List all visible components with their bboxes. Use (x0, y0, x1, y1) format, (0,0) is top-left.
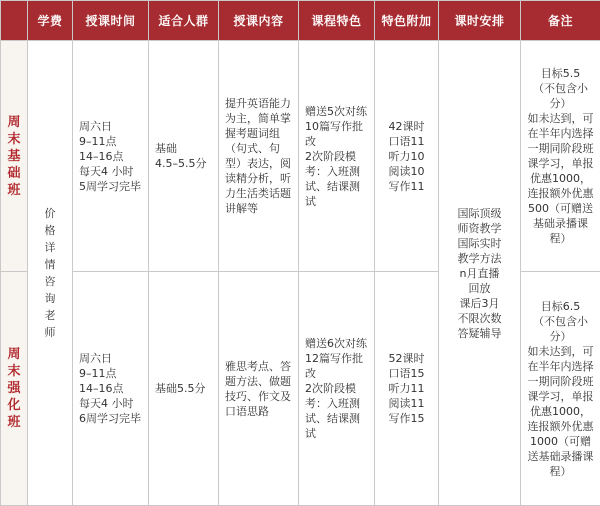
header-audience: 适合人群 (149, 1, 219, 41)
fee-cell (28, 41, 73, 506)
header-features: 课程特色 (299, 1, 375, 41)
content-advanced: 雅思考点、答题方法、做题技巧、作文及口语思路 (219, 272, 299, 506)
note-basic: 目标5.5 （不包含小分） 如未达到，可在半年内选择一期同阶段班课学习，单报优惠1000，连报额外优惠500（可赠送基础录播课程） (521, 41, 600, 272)
extra-basic: 42课时 口语11 听力10 阅读10 写作11 (375, 41, 439, 272)
content-basic: 提升英语能力为主，简单掌握考题词组（句式、句型）表达，阅读精分析，听力生活类话题讲解等 (219, 41, 299, 272)
header-content: 授课内容 (219, 1, 299, 41)
audience-advanced: 基础5.5分 (149, 272, 219, 506)
header-schedule: 课时安排 (439, 1, 521, 41)
header-note: 备注 (521, 1, 600, 41)
features-advanced: 赠送6次对练 12篇写作批改 2次阶段模考：入班测试、结课测试 (299, 272, 375, 506)
extra-advanced: 52课时 口语15 听力11 阅读11 写作15 (375, 272, 439, 506)
class-name-advanced (1, 272, 28, 506)
schedule-cell: 国际顶级 师资教学 国际实时 教学方法 n月直播 回放 课后3月 不限次数 答疑辅导 (439, 41, 521, 506)
header-extra: 特色附加 (375, 1, 439, 41)
header-time: 授课时间 (73, 1, 149, 41)
time-basic: 周六日 9–11点 14–16点 每天4 小时 5周学习完毕 (73, 41, 149, 272)
class-name-basic-label: 周末基础班 (7, 114, 21, 199)
time-advanced: 周六日 9–11点 14–16点 每天4 小时 6周学习完毕 (73, 272, 149, 506)
header-row (1, 1, 600, 41)
header-corner (1, 1, 28, 41)
fee-text: 价格详情咨询老师 (44, 205, 56, 341)
header-fee: 学费 (28, 1, 73, 41)
class-name-basic (1, 41, 28, 272)
row-basic (1, 41, 600, 272)
features-basic: 赠送5次对练 10篇写作批改 2次阶段模考：入班测试、结课测试 (299, 41, 375, 272)
note-advanced: 目标6.5 （不包含小分） 如未达到，可在半年内选择一期同阶段班课学习，单报优惠1000，连报额外优惠1000（可赠送基础录播课程） (521, 272, 600, 506)
audience-basic: 基础 4.5–5.5分 (149, 41, 219, 272)
class-name-advanced-label: 周末强化班 (7, 346, 21, 431)
